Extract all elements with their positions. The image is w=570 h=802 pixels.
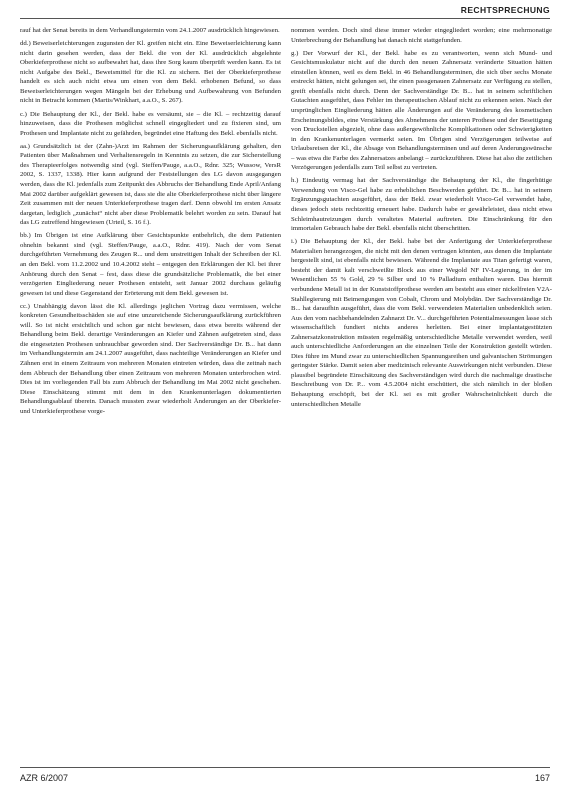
header-divider bbox=[20, 18, 550, 19]
paragraph: c.) Die Behauptung der Kl., der Bekl. habe es versäumt, sie – die Kl. – rechtzeitig darauf hinzuweisen, dass die Prothesen möglichst schnell eingegliedert und zu fixieren sind, um Prothesen und Implantate nicht zu gefährden, begründet eine Haftung des Bekl. ebenfalls nicht. bbox=[20, 110, 281, 137]
section-header: RECHTSPRECHUNG bbox=[460, 5, 550, 15]
left-column bbox=[20, 26, 281, 761]
paragraph: dd.) Beweiserleichterungen zugunsten der Kl. greifen nicht ein. Eine Beweiserleichterung kann nicht darin gesehen werden, dass der Bekl. die von der Kl. ausdrücklich abgelehnte Oberkieferprothese nicht so aufbewahrt hat, dass ihre Sorg kaum überprüft werden kann. Es ist nicht Aufgabe des Bekl., Beweismittel für die Kl. zu sichern. Bei der Oberkieferprothese handelt es sich auch nicht etwa um einen von dem Bekl. erhobenen Befund, so dass Beweiserleichterungen wegen Mängeln bei der Erhebung und Aufbewahrung von Befunden nicht in Betracht kommen (Martis/Winkhart, a.a.O., S. 267). bbox=[20, 40, 281, 105]
footer-divider bbox=[20, 767, 550, 768]
paragraph: aa.) Grundsätzlich ist der (Zahn-)Arzt im Rahmen der Sicherungsaufklärung gehalten, den Patienten über Maßnahmen und Verhaltensregeln in Kenntnis zu setzen, die zur Sicherstellung des Therapieerfolges notwendig sind (vgl. Steffen/Pauge, a.a.O., Rdnr. 325; Wussow, VersR 2002, S. 1337, 1338). Hier kann aufgrund der Feststellungen des LG davon ausgegangen werden, dass die Kl. jedenfalls zum Zeitpunkt des Abbruchs der Behandlung Ende April/Anfang Mai 2002 darüber aufgeklärt gewesen ist, dass sie die alte Oberkieferprothese nicht über längere Zeit zusammen mit der neuen Unterkieferprothese tragen darf. Denn obwohl im ersten Ansatz dargetan, lediglich „zunächst“ nicht aber diese Problematik belehrt worden zu sein. Darauf hat das LG zutreffend hingewiesen (Urteil, S. 16 f.). bbox=[20, 142, 281, 227]
paragraph: cc.) Unabhängig davon lässt die Kl. allerdings jeglichen Vortrag dazu vermissen, welche konkreten Gesundheitsschäden sie auf eine unzureichende Sicherungsaufklärung zurückführen will. So ist nicht ersichtlich und schon gar nicht bewiesen, dass etwa bereits während der Behandlung beim Bekl. derartige Veränderungen an Kiefer und Zähnen aufgetreten sind, dass die eingesetzten Prothesen unbrauchbar geworden sind. Der Sachverständige Dr. B... hat dann im Verhandlungstermin am 24.1.2007 ausgeführt, dass nachteilige Veränderungen an Kiefer und Zähnen erst in einem Zeitraum von mehreren Monaten eintreten würden, dass die zeitnah nach dem Abbruch der Behandlung über einen Zeitraum von mehreren Monaten unterbrochen wird. Dies ist im vorliegenden Fall bis zum Abbruch der Behandlung im Mai 2002 nicht geschehen. Diese Einschätzung stimmt mit dem in den Krankenunterlagen dokumentierten Behandlungsablauf überein. Danach mussten zwar wiederholt Änderungen an der Oberkiefer- und Unterkieferprothese vorge- bbox=[20, 302, 281, 415]
paragraph: bb.) Im Übrigen ist eine Aufklärung über Gesichtspunkte entbehrlich, die dem Patienten ohnehin bekannt sind (vgl. Steffen/Pauge, a.a.O., Rdnr. 419). Nach der vom Senat durchgeführten Vernehmung des Zeugen R... und dem unstreitigen Inhalt der Schreiben der Kl. an den Bekl. vom 11.2.2002 und 10.4.2002 steht – entgegen den Erklärungen der Kl. bei ihrer Anhörung durch den Senat – fest, dass diese die grundsätzliche Problematik, die bei einer verzögerten Eingliederung neuer Prothesen entsteht, seit Januar 2002 durchaus geläufig gewesen ist und diese Gegenstand der Erörterung mit dem Bekl. gewesen ist. bbox=[20, 232, 281, 297]
journal-issue: AZR 6/2007 bbox=[20, 773, 69, 783]
paragraph: g.) Der Vorwurf der Kl., der Bekl. habe es zu verantworten, wenn sich Mund- und Gesichtsmuskulatur nicht auf die durch den neuen Zahnersatz veränderte Situation hätten einstellen können, weil es dem Bekl. in 46 Behandlungsterminen, die sich über sechs Monate erstreckt hätten, nicht gelungen sei, ihr einen passgenauen Zahnersatz zur Verfügung zu stellen, greift ebenfalls nicht durch. Denn der Sachverständige Dr. B... hat in seinem schriftlichen Gutachten ausgeführt, dass Fehler im therapeutischen Ablauf nicht zu erkennen seien. Nach der ursprünglichen Eingliederung hätten alle Änderungen auf die Veränderung des kosmetischen Erscheinungsbildes, eine Verstärkung des Abnehmens der unteren Prothese und der Beseitigung von Druckstellen abgezielt, ohne dass außergewöhnliche Komplikationen oder Schwierigkeiten in den Krankenunterlagen vermerkt seien. Im Übrigen sind Verzögerungen teilweise auf Urlaubsreisen der Kl., die Absage von Behandlungsterminen und auf deren Änderungswünsche – was etwa die Farbe des Zahnersatzes anbelangt – zurückzuführen. Diese hat also die zeitlichen Verzögerungen jedenfalls zum Teil selbst zu vertreten. bbox=[291, 49, 552, 172]
page-number: 167 bbox=[534, 773, 550, 783]
paragraph: h.) Eindeutig vermag hat der Sachverständige die Behauptung der Kl., die fingerhütige Verwendung von Visco-Gel habe zu erheblichen Beschwerden geführt. Dr. B... hat in seinem Ergänzungsgutachten ausgeführt, dass der Bekl. zwar wiederholt Visco-Gel verwendet habe, dieses jedoch stets rechtzeitig erneuert habe. Dadurch habe er gewährleistet, dass nicht etwa Schleimhautreizungen durch veraltetes Material auftreten. Die Einschränkung für den immortalen Gebrauch habe der Bekl. ebenfalls nicht überschritten. bbox=[291, 177, 552, 233]
paragraph: i.) Die Behauptung der Kl., der Bekl. habe bei der Anfertigung der Unterkieferprothese Materialien herangezogen, die nicht mit den denen vertragen könnten, aus denen die Implantate hergestellt sind, ist ebenfalls nicht bewiesen. Während die Implantate aus Titan gefertigt waren, besteht der damit kalt verschweißte Block aus einer Wegold NF IV-Legierung, in der im Wesentlichen 55 % Gold, 29 % Silber und 10 % Palladium enthalten waren. Das hiermit verbundene Metall ist in der Kunststoffprothese werden am besteht aus einer nickelfreien V2A-Stahllegierung mit Beimengungen von Cobalt, Chrom und Molybdän. Der Sachverständige Dr. B... hat daraufhin ausgeführt, dass die vom Bekl. verwendeten Materialien unbedenklich seien. Aus den vom nachbehandelnden Zahnarzt Dr. V... durchgeführten Potentialmessungen lasse sich wissenschaftlich fundiert nichts anderes herleiten. Bei einer implantatgestützten Zahnersatzkonstruktion müssten regelmäßig unterschiedliche Metalle verwendet werden, weil auch unterschiedliche Anforderungen an die einzelnen Teile der Konstruktion gestellt würden. Dies führe im Mund zwar zu unterschiedlichen Spannungsreihen und galvanischen Strömungen geringster Stärke. Damit seien aber medizinisch relevante Auswirkungen nicht verbunden. Diese plausibel begründete Einschätzung des Sachverständigen wird durch die nachmalige drastische Beschreibung von Dr. P... vom 4.5.2004 nicht erschüttert, die sich nämlich in der bloßen Behauptung erschöpft, bei der Kl. sei es mit großer Wahrscheinlichkeit durch die unterschiedlichen Metalle bbox=[291, 238, 552, 408]
paragraph: nommen werden. Doch sind diese immer wieder eingegliedert worden; eine mehrmonatige Unterbrechung der Behandlung hat danach nicht stattgefunden. bbox=[291, 27, 552, 44]
paragraph: rauf hat der Senat bereits in dem Verhandlungstermin vom 24.1.2007 ausdrücklich hingewiesen. bbox=[20, 27, 280, 34]
right-column bbox=[291, 26, 552, 761]
